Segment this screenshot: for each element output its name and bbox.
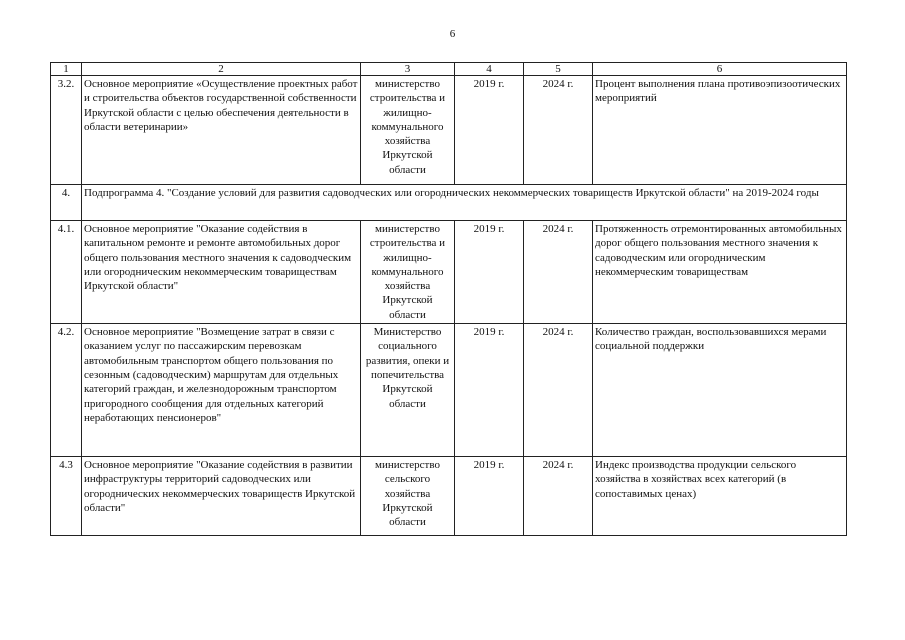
- activity-cell: Основное мероприятие "Оказание содействия в развитии инфраструктуры территорий садоводческих или огороднических некоммерческих товариществ Иркутской области": [82, 457, 361, 536]
- table-header-row: [51, 63, 847, 76]
- start-year-cell: 2019 г.: [455, 76, 524, 185]
- indicator-cell: Процент выполнения плана противоэпизоотических мероприятий: [593, 76, 847, 185]
- table-row: [51, 324, 847, 457]
- indicator-cell: Индекс производства продукции сельского хозяйства в хозяйствах всех категорий (в сопоставимых ценах): [593, 457, 847, 536]
- column-header: 4: [455, 63, 524, 76]
- start-year-cell: 2019 г.: [455, 457, 524, 536]
- end-year-cell: 2024 г.: [524, 457, 593, 536]
- activity-cell: Основное мероприятие «Осуществление проектных работ и строительства объектов государственной собственности Иркутской области с целью обеспечения деятельности в области ветеринарии»: [82, 76, 361, 185]
- end-year-cell: 2024 г.: [524, 324, 593, 457]
- executor-cell: министерство строительства и жилищно-коммунального хозяйства Иркутской области: [361, 221, 455, 324]
- row-number: 4.2.: [51, 324, 82, 457]
- row-number: 4.1.: [51, 221, 82, 324]
- column-header: 6: [593, 63, 847, 76]
- table-row: [51, 457, 847, 536]
- subprogram-title: Подпрограмма 4. "Создание условий для развития садоводческих или огороднических некоммерческих товариществ Иркутской области" на 2019-2024 годы: [82, 185, 847, 221]
- end-year-cell: 2024 г.: [524, 221, 593, 324]
- row-number: 4.3: [51, 457, 82, 536]
- table-row: [51, 76, 847, 185]
- column-header: 3: [361, 63, 455, 76]
- column-header: 2: [82, 63, 361, 76]
- page-number: 6: [449, 28, 456, 40]
- table-row: [51, 221, 847, 324]
- subprogram-row: [51, 185, 847, 221]
- start-year-cell: 2019 г.: [455, 221, 524, 324]
- start-year-cell: 2019 г.: [455, 324, 524, 457]
- executor-cell: министерство строительства и жилищно-коммунального хозяйства Иркутской области: [361, 76, 455, 185]
- row-number: 4.: [51, 185, 82, 221]
- end-year-cell: 2024 г.: [524, 76, 593, 185]
- column-header: 5: [524, 63, 593, 76]
- indicator-cell: Количество граждан, воспользовавшихся мерами социальной поддержки: [593, 324, 847, 457]
- row-number: 3.2.: [51, 76, 82, 185]
- indicator-cell: Протяженность отремонтированных автомобильных дорог общего пользования местного значения к садоводческим или огородническим некоммерческим товариществам: [593, 221, 847, 324]
- executor-cell: министерство сельского хозяйства Иркутской области: [361, 457, 455, 536]
- program-table: [50, 62, 847, 536]
- executor-cell: Министерство социального развития, опеки и попечительства Иркутской области: [361, 324, 455, 457]
- column-header: 1: [51, 63, 82, 76]
- activity-cell: Основное мероприятие "Возмещение затрат в связи с оказанием услуг по пассажирским перевозкам автомобильным транспортом общего пользования по сезонным (садоводческим) маршрутам для отдельных категорий граждан, и железнодорожным транспортом пригородного сообщения для отдельных категорий неработающих пенсионеров": [82, 324, 361, 457]
- activity-cell: Основное мероприятие "Оказание содействия в капитальном ремонте и ремонте автомобильных дорог общего пользования местного значения к садоводческим или огородническим некоммерческим товариществам Иркутской области": [82, 221, 361, 324]
